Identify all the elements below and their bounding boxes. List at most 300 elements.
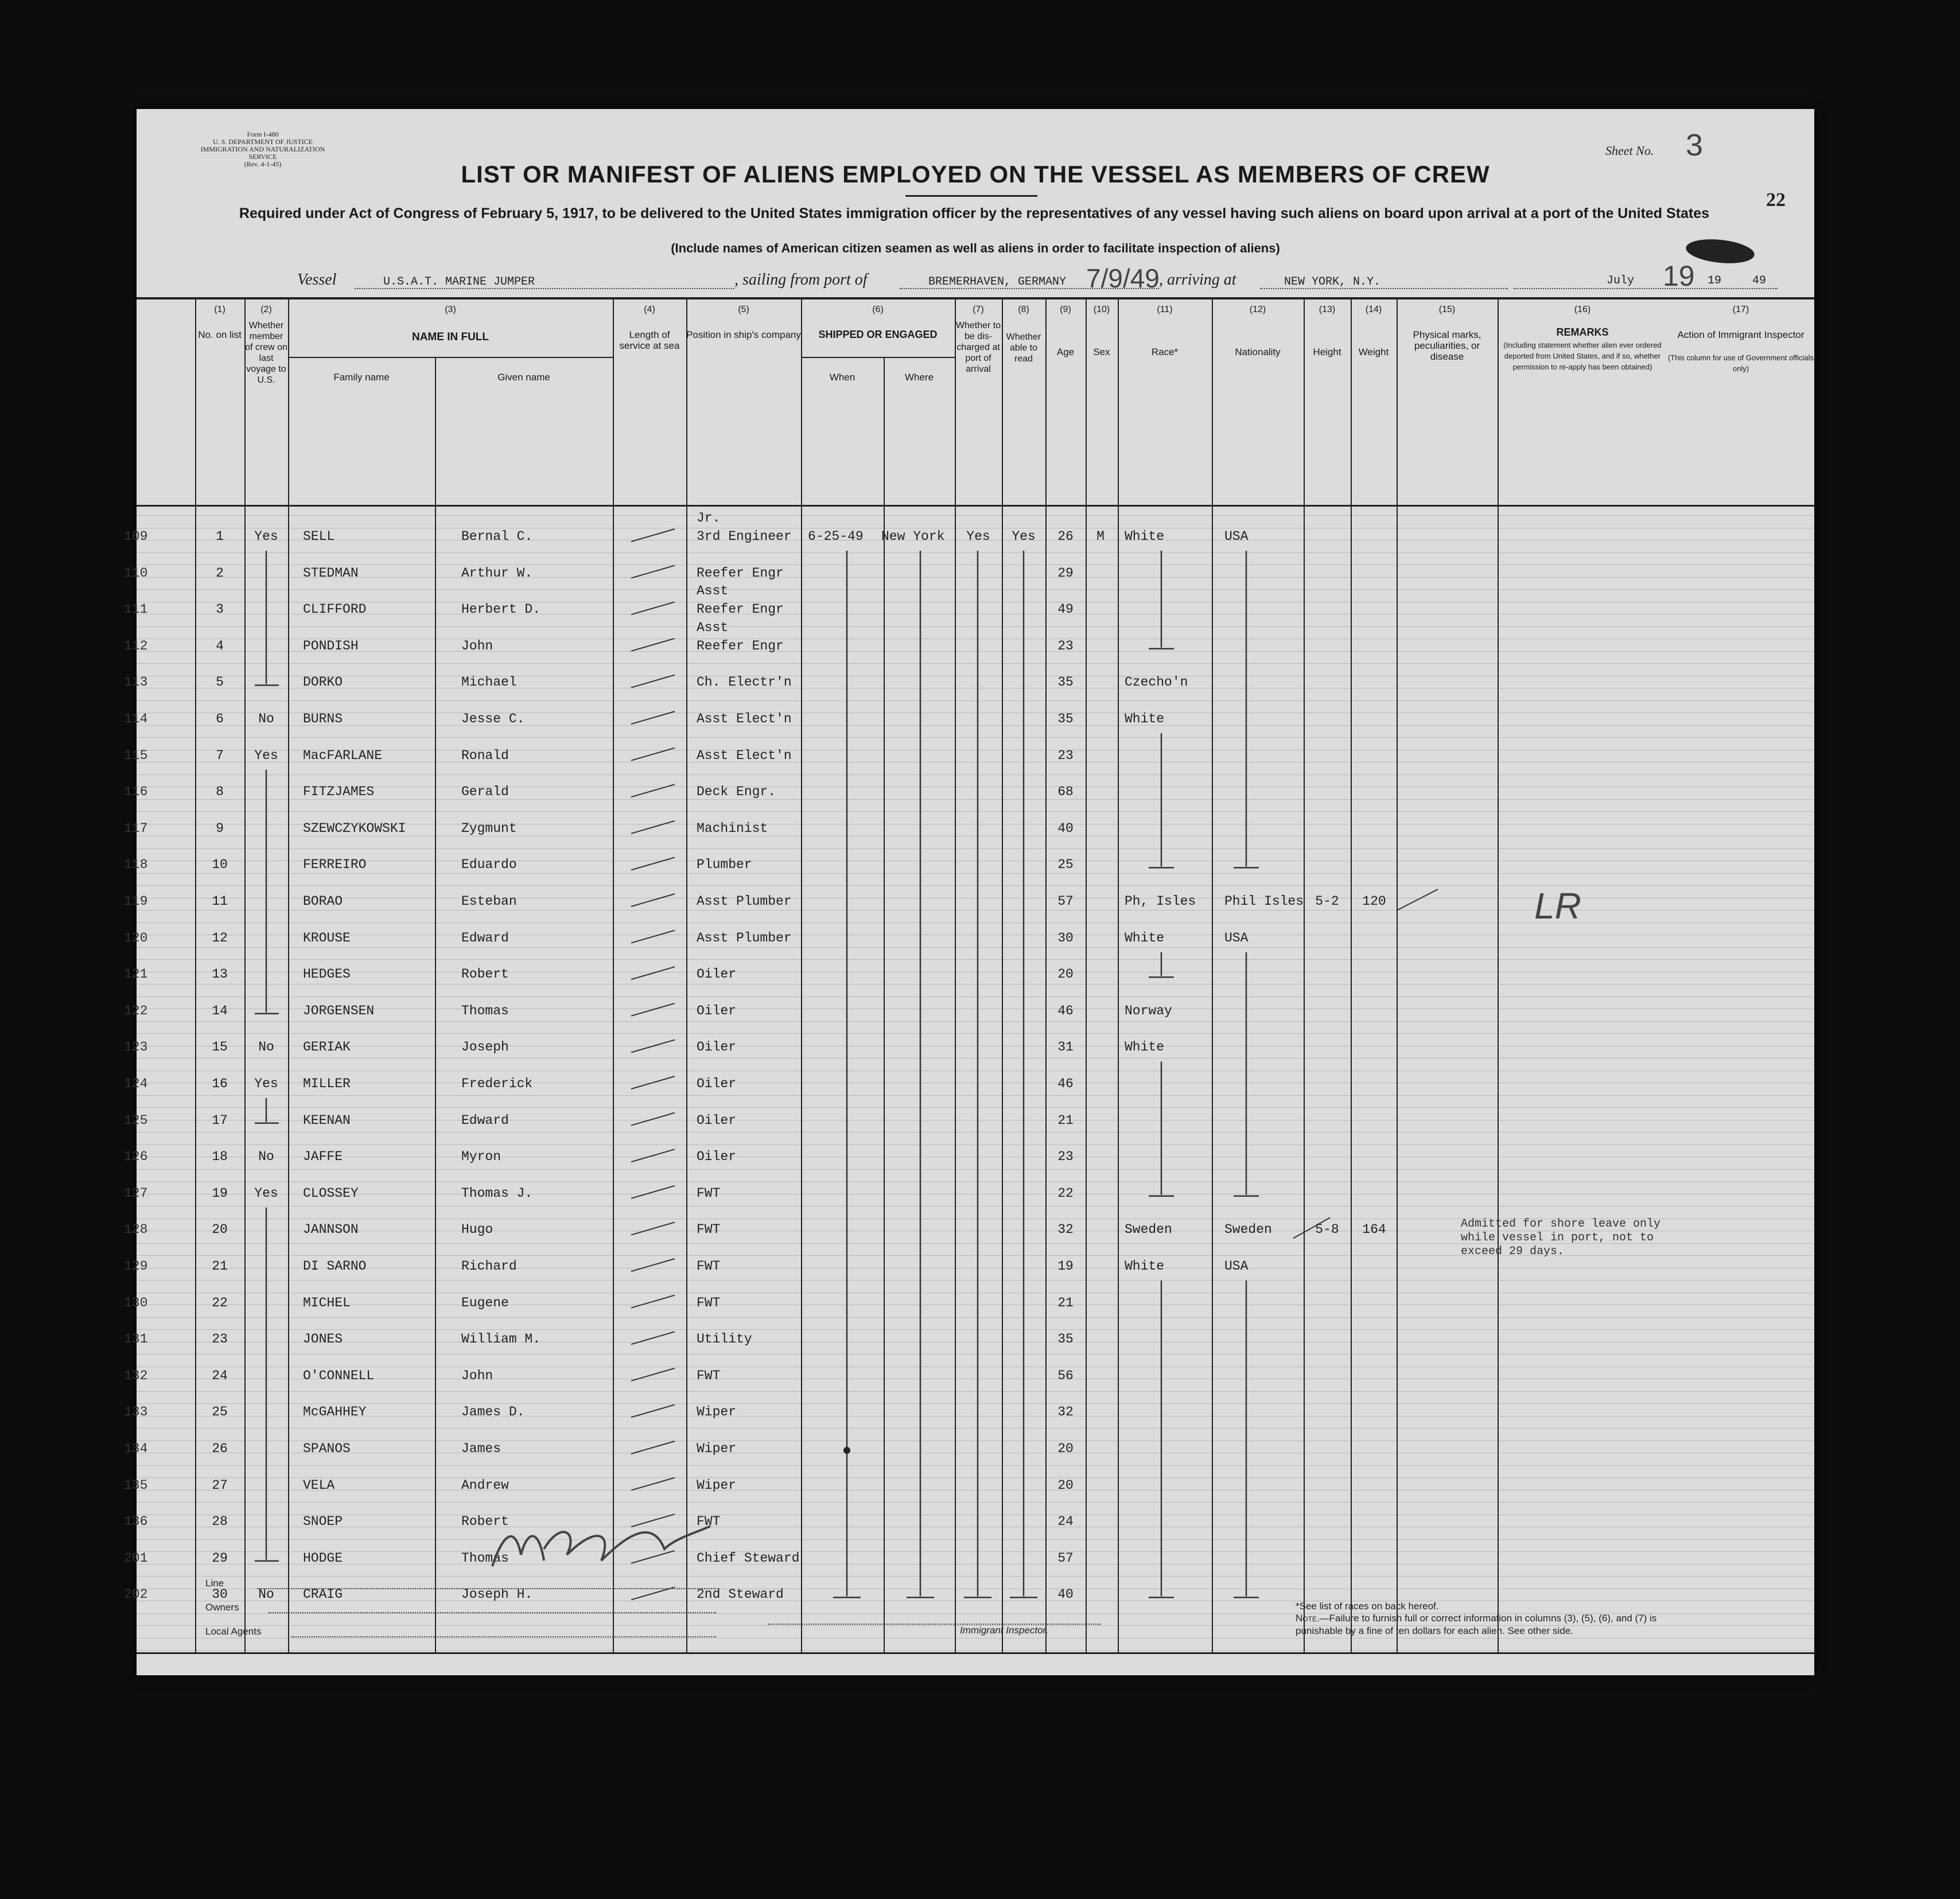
nationality: Sweden <box>1224 1222 1272 1238</box>
last-voyage: Yes <box>254 1076 278 1091</box>
position: Wiper <box>697 1477 737 1493</box>
col-when: When <box>829 372 855 383</box>
given-name: Hugo <box>461 1222 493 1238</box>
row-reference-number: 127 <box>124 1185 148 1201</box>
race: White <box>1125 711 1165 726</box>
row-reference-number: 124 <box>124 1076 148 1091</box>
race: White <box>1125 1040 1165 1055</box>
list-number: 17 <box>212 1112 228 1128</box>
row-reference-number: 118 <box>124 857 148 873</box>
position-prefix: Asst <box>697 583 729 599</box>
race: White <box>1125 930 1165 945</box>
col-given-name: Given name <box>497 372 550 383</box>
ditto-line <box>631 529 675 542</box>
position: Reefer Engr <box>697 638 784 653</box>
age: 26 <box>1057 529 1074 544</box>
arriving-label: , arriving at <box>1159 271 1236 289</box>
vessel-name: U.S.A.T. MARINE JUMPER <box>383 275 535 289</box>
list-number: 9 <box>216 820 224 836</box>
ditto-line <box>631 821 675 834</box>
ditto-line <box>631 1478 675 1491</box>
ditto-line <box>631 748 675 761</box>
ditto-line <box>631 1368 675 1381</box>
height: 5-2 <box>1315 894 1339 909</box>
age: 23 <box>1057 1149 1074 1165</box>
given-name: Robert <box>461 1514 509 1530</box>
age: 46 <box>1057 1003 1074 1018</box>
list-number: 18 <box>212 1149 228 1165</box>
age: 56 <box>1057 1368 1074 1383</box>
age: 49 <box>1057 602 1074 617</box>
column-number: (1) <box>214 305 225 314</box>
manifest-sheet <box>124 109 1814 1675</box>
nationality: USA <box>1224 1259 1249 1274</box>
arrival-year-suffix: 49 <box>1752 274 1767 287</box>
position: Reefer Engr <box>697 602 784 617</box>
row-reference-number: 120 <box>124 930 148 945</box>
page-title: LIST OR MANIFEST OF ALIENS EMPLOYED ON THE VESSEL AS MEMBERS OF CREW <box>461 161 1490 188</box>
position: FWT <box>697 1368 721 1383</box>
age: 57 <box>1057 1550 1074 1566</box>
col-discharged: Whether to be dis-charged at port of arrival <box>955 321 1001 374</box>
race: Czecho'n <box>1125 675 1188 690</box>
subtitle: Required under Act of Congress of February 5, 1917, to be delivered to the United States immigration officer by the representatives of any vessel having such aliens on board upon arrival at a port of the United States <box>239 205 1710 221</box>
row-reference-number: 116 <box>124 784 148 800</box>
col-weight: Weight <box>1358 347 1389 357</box>
given-name: Michael <box>461 675 517 690</box>
inspector-label: Immigrant Inspector. <box>960 1625 1049 1636</box>
list-number: 22 <box>212 1295 228 1310</box>
column-number: (10) <box>1093 305 1110 314</box>
ditto-line <box>631 1332 675 1344</box>
list-number: 4 <box>216 638 224 653</box>
sheet-number-value: 3 <box>1686 128 1704 162</box>
last-voyage: Yes <box>254 529 278 544</box>
family-name: PONDISH <box>303 638 359 653</box>
column-number: (6) <box>872 305 884 314</box>
ditto-line <box>631 1295 675 1308</box>
row-reference-number: 202 <box>124 1587 148 1602</box>
list-number: 12 <box>212 930 228 945</box>
include-note: (Include names of American citizen seamen as well as aliens in order to facilitate inspection of aliens) <box>671 241 1280 255</box>
position: Oiler <box>697 1149 737 1165</box>
owners-dotline <box>269 1612 716 1613</box>
col-where: Where <box>904 372 934 383</box>
row-reference-number: 109 <box>124 529 148 544</box>
age: 23 <box>1057 748 1074 763</box>
age: 21 <box>1057 1112 1074 1128</box>
family-name: McGAHHEY <box>303 1404 367 1420</box>
position: Oiler <box>697 967 737 982</box>
age: 35 <box>1057 675 1074 690</box>
position: Plumber <box>697 857 752 873</box>
date-stamp: 7/9/49 <box>1086 263 1160 293</box>
weight: 164 <box>1362 1222 1386 1238</box>
family-name: SPANOS <box>303 1441 351 1456</box>
position: Ch. Electr'n <box>697 675 792 690</box>
list-number: 1 <box>216 529 224 544</box>
col-able-to-read: Whether able to read <box>1006 332 1041 364</box>
family-name: MILLER <box>303 1076 351 1091</box>
ditto-line <box>631 1259 675 1271</box>
age: 20 <box>1057 1441 1074 1456</box>
age: 23 <box>1057 638 1074 653</box>
line-label: Line <box>205 1578 224 1589</box>
age: 57 <box>1057 894 1074 909</box>
row-reference-number: 123 <box>124 1040 148 1055</box>
col-race: Race* <box>1151 347 1179 357</box>
row-reference-number: 113 <box>124 675 148 690</box>
ditto-line <box>631 931 675 943</box>
age: 30 <box>1057 930 1074 945</box>
col-name-in-full: NAME IN FULL <box>411 331 489 343</box>
column-number: (15) <box>1438 305 1456 314</box>
ditto-line <box>631 1186 675 1198</box>
ditto-line <box>631 967 675 979</box>
col-age: Age <box>1056 347 1075 357</box>
sex: M <box>1096 529 1105 544</box>
given-name: John <box>461 1368 493 1383</box>
last-voyage: Yes <box>254 1185 278 1201</box>
note-text: —Failure to furnish full or correct information in columns (3), (5), (6), and (7) is punishable by a fine of ten dollars for each alien. See other side. <box>1296 1613 1657 1636</box>
given-name: Esteban <box>461 894 517 909</box>
given-name: Edward <box>461 930 509 945</box>
shipped-when: 6-25-49 <box>808 529 864 544</box>
age: 46 <box>1057 1076 1074 1091</box>
column-number: (2) <box>260 305 272 314</box>
row-reference-number: 119 <box>124 894 148 909</box>
age: 29 <box>1057 565 1074 581</box>
arrival-port: NEW YORK, N.Y. <box>1284 275 1381 289</box>
column-number: (17) <box>1732 305 1749 314</box>
shipped-where: New York <box>881 529 945 544</box>
position: FWT <box>697 1185 721 1201</box>
weight: 120 <box>1362 894 1386 909</box>
last-voyage: No <box>258 1149 274 1165</box>
given-name: Eugene <box>461 1295 509 1310</box>
row-reference-number: 135 <box>124 1477 148 1493</box>
family-name: GERIAK <box>303 1040 351 1055</box>
ditto-line <box>631 784 675 797</box>
column-number: (3) <box>445 305 456 314</box>
arrival-year-prefix: 19 <box>1708 274 1722 287</box>
column-number: (4) <box>644 305 655 314</box>
position: Deck Engr. <box>697 784 776 800</box>
given-name: James <box>461 1441 501 1456</box>
race: Sweden <box>1125 1222 1172 1238</box>
age: 20 <box>1057 1477 1074 1493</box>
race: Norway <box>1125 1003 1172 1018</box>
date-dotline <box>1514 288 1778 289</box>
department-name: U. S. DEPARTMENT OF JUSTICE <box>213 138 313 146</box>
family-name: JORGENSEN <box>303 1003 375 1018</box>
able-to-read: Yes <box>1012 529 1036 544</box>
age: 24 <box>1057 1514 1074 1530</box>
form-revision: (Rev. 4-1-45) <box>244 160 282 168</box>
col-remarks-detail: (Including statement whether alien ever ordered deported from United States, and if so, whether permission to re-apply has been obtained) <box>1503 341 1662 371</box>
position: Machinist <box>697 820 768 836</box>
family-name: CLIFFORD <box>303 602 367 617</box>
col-position: Position in ship's company <box>686 329 801 340</box>
position: Oiler <box>697 1040 737 1055</box>
list-number: 3 <box>216 602 224 617</box>
ditto-line <box>631 1040 675 1052</box>
remarks-note: Admitted for shore leave only while vessel in port, not to exceed 29 days. <box>1461 1217 1661 1258</box>
row-reference-number: 112 <box>124 638 148 653</box>
race: White <box>1125 1259 1165 1274</box>
age: 20 <box>1057 967 1074 982</box>
given-name: Zygmunt <box>461 820 517 836</box>
age: 35 <box>1057 1332 1074 1347</box>
age: 22 <box>1057 1185 1074 1201</box>
ditto-line <box>1293 1217 1330 1238</box>
row-reference-number: 122 <box>124 1003 148 1018</box>
list-number: 27 <box>212 1477 228 1493</box>
local-agents-label: Local Agents <box>205 1626 262 1637</box>
given-name: Andrew <box>461 1477 509 1493</box>
row-reference-number: 132 <box>124 1368 148 1383</box>
position: Asst Elect'n <box>697 748 792 763</box>
row-reference-number: 114 <box>124 711 148 726</box>
position: Asst Elect'n <box>697 711 792 726</box>
col-action-detail: (This column for use of Government officials only) <box>1667 353 1814 373</box>
age: 31 <box>1057 1040 1074 1055</box>
last-voyage: Yes <box>254 748 278 763</box>
col-sex: Sex <box>1093 347 1110 357</box>
given-name: Arthur W. <box>461 565 533 581</box>
given-name: Ronald <box>461 748 509 763</box>
column-number: (16) <box>1574 305 1591 314</box>
ditto-line <box>631 1441 675 1454</box>
list-number: 21 <box>212 1259 228 1274</box>
age: 21 <box>1057 1295 1074 1310</box>
age: 25 <box>1057 857 1074 873</box>
ditto-line <box>631 857 675 870</box>
given-name: Thomas <box>461 1003 509 1018</box>
family-name: JAFFE <box>303 1149 343 1165</box>
given-name: Herbert D. <box>461 602 541 617</box>
row-reference-number: 130 <box>124 1295 148 1310</box>
column-number: (14) <box>1365 305 1382 314</box>
list-number: 19 <box>212 1185 228 1201</box>
col-height: Height <box>1313 347 1341 357</box>
given-name: James D. <box>461 1404 525 1420</box>
list-number: 23 <box>212 1332 228 1347</box>
row-reference-number: 134 <box>124 1441 148 1456</box>
row-reference-number: 129 <box>124 1259 148 1274</box>
list-number: 28 <box>212 1514 228 1530</box>
ditto-line <box>631 566 675 578</box>
given-name: Bernal C. <box>461 529 533 544</box>
arrival-day: 19 <box>1663 260 1695 292</box>
age: 68 <box>1057 784 1074 800</box>
col-shipped-engaged: SHIPPED OR ENGAGED <box>818 329 938 340</box>
row-reference-number: 115 <box>124 748 148 763</box>
family-name: HODGE <box>303 1550 343 1566</box>
last-voyage: No <box>258 711 274 726</box>
list-number: 24 <box>212 1368 228 1383</box>
ditto-line <box>1398 889 1438 910</box>
ditto-line <box>631 1222 675 1235</box>
family-name: SZEWCZYKOWSKI <box>303 820 406 836</box>
list-number: 10 <box>212 857 228 873</box>
family-name: KROUSE <box>303 930 351 945</box>
given-name: Richard <box>461 1259 517 1274</box>
age: 32 <box>1057 1404 1074 1420</box>
row-reference-number: 128 <box>124 1222 148 1238</box>
family-name: DORKO <box>303 675 343 690</box>
position-prefix: Asst <box>697 620 729 635</box>
given-name: Frederick <box>461 1076 533 1091</box>
list-number: 13 <box>212 967 228 982</box>
position: Oiler <box>697 1076 737 1091</box>
position: Asst Plumber <box>697 894 792 909</box>
position: Oiler <box>697 1003 737 1018</box>
list-number: 7 <box>216 748 224 763</box>
signature <box>481 1509 722 1578</box>
age: 19 <box>1057 1259 1074 1274</box>
list-number: 20 <box>212 1222 228 1238</box>
row-reference-number: 117 <box>124 820 148 836</box>
col-length-of-service: Length of service at sea <box>619 329 680 351</box>
column-number: (11) <box>1157 305 1173 314</box>
nationality: USA <box>1224 930 1249 945</box>
ditto-line <box>631 639 675 651</box>
given-name: Edward <box>461 1112 509 1128</box>
position: FWT <box>697 1514 721 1530</box>
age: 40 <box>1057 1587 1074 1602</box>
height: 5-8 <box>1315 1222 1339 1238</box>
family-name: DI SARNO <box>303 1259 367 1274</box>
ink-dot <box>843 1447 850 1454</box>
list-number: 14 <box>212 1003 228 1018</box>
row-reference-number: 111 <box>124 602 148 617</box>
family-name: SELL <box>303 529 335 544</box>
vessel-label: Vessel <box>297 271 337 289</box>
ditto-line <box>631 1113 675 1126</box>
races-note: *See list of races on back hereof. <box>1296 1601 1439 1612</box>
column-number: (9) <box>1060 305 1071 314</box>
column-number: (12) <box>1249 305 1266 314</box>
row-reference-number: 133 <box>124 1404 148 1420</box>
col-nationality: Nationality <box>1235 347 1281 357</box>
row-reference-number: 121 <box>124 967 148 982</box>
row-reference-number: 131 <box>124 1332 148 1347</box>
col-family-name: Family name <box>333 372 390 383</box>
list-number: 26 <box>212 1441 228 1456</box>
col-last-voyage: Whether member of crew on last voyage to U.S. <box>245 321 287 385</box>
column-number: (7) <box>973 305 984 314</box>
arrival-month: July <box>1607 274 1635 287</box>
position: Utility <box>697 1332 752 1347</box>
family-name: STEDMAN <box>303 565 359 581</box>
given-name: William M. <box>461 1332 541 1347</box>
given-name: Myron <box>461 1149 501 1165</box>
row-reference-number: 125 <box>124 1112 148 1128</box>
list-number: 16 <box>212 1076 228 1091</box>
list-number: 30 <box>212 1587 228 1602</box>
race: White <box>1125 529 1165 544</box>
sailing-label: , sailing from port of <box>734 271 868 289</box>
ditto-line <box>631 675 675 687</box>
position: Wiper <box>697 1404 737 1420</box>
list-number: 29 <box>212 1550 228 1566</box>
position: Oiler <box>697 1112 737 1128</box>
given-name: Gerald <box>461 784 509 800</box>
family-name: FITZJAMES <box>303 784 375 800</box>
age: 32 <box>1057 1222 1074 1238</box>
position-prefix: Jr. <box>697 511 721 526</box>
row-reference-number: 110 <box>124 565 148 581</box>
penalty-note <box>1296 1612 1697 1637</box>
position: FWT <box>697 1222 721 1238</box>
row-reference-number: 136 <box>124 1514 148 1530</box>
ditto-line <box>631 1003 675 1016</box>
family-name: JONES <box>303 1332 343 1347</box>
position: Reefer Engr <box>697 565 784 581</box>
row-reference-number: 201 <box>124 1550 148 1566</box>
ditto-line <box>631 1404 675 1417</box>
family-name: SNOEP <box>303 1514 343 1530</box>
inspector-dotline <box>768 1624 1100 1625</box>
page-number: 22 <box>1766 189 1786 211</box>
position: Chief Steward <box>697 1550 800 1566</box>
list-number: 5 <box>216 675 224 690</box>
position: Wiper <box>697 1441 737 1456</box>
row-reference-number: 126 <box>124 1149 148 1165</box>
owners-label: Owners <box>205 1602 239 1613</box>
ditto-line <box>631 1076 675 1089</box>
family-name: FERREIRO <box>303 857 367 873</box>
line-dotline <box>257 1588 716 1589</box>
title-underline <box>905 195 1037 197</box>
inspector-initials: LR <box>1534 885 1581 927</box>
given-name: Joseph H. <box>461 1587 533 1602</box>
form-number: Form I-480 <box>247 130 279 138</box>
family-name: VELA <box>303 1477 335 1493</box>
list-number: 25 <box>212 1404 228 1420</box>
agents-dotline <box>291 1636 716 1637</box>
last-voyage: No <box>258 1587 274 1602</box>
family-name: JANNSON <box>303 1222 359 1238</box>
ditto-line <box>631 1149 675 1162</box>
list-number: 15 <box>212 1040 228 1055</box>
family-name: BORAO <box>303 894 343 909</box>
col-remarks: REMARKS <box>1556 326 1609 338</box>
family-name: MacFARLANE <box>303 748 383 763</box>
position: 2nd Steward <box>697 1587 784 1602</box>
list-number: 11 <box>212 894 228 909</box>
sheet-number-label: Sheet No. <box>1605 143 1654 158</box>
age: 35 <box>1057 711 1074 726</box>
given-name: Jesse C. <box>461 711 525 726</box>
service-name: IMMIGRATION AND NATURALIZATION SERVICE <box>200 145 325 161</box>
ditto-line <box>631 711 675 724</box>
column-number: (8) <box>1018 305 1029 314</box>
given-name: Eduardo <box>461 857 517 873</box>
position: FWT <box>697 1295 721 1310</box>
ditto-line <box>631 894 675 906</box>
given-name: John <box>461 638 493 653</box>
list-number: 2 <box>216 565 224 581</box>
given-name: Joseph <box>461 1040 509 1055</box>
last-voyage: No <box>258 1040 274 1055</box>
family-name: HEDGES <box>303 967 351 982</box>
list-number: 6 <box>216 711 224 726</box>
family-name: CRAIG <box>303 1587 343 1602</box>
col-physical-marks: Physical marks, peculiarities, or disease <box>1413 329 1481 362</box>
position: FWT <box>697 1259 721 1274</box>
